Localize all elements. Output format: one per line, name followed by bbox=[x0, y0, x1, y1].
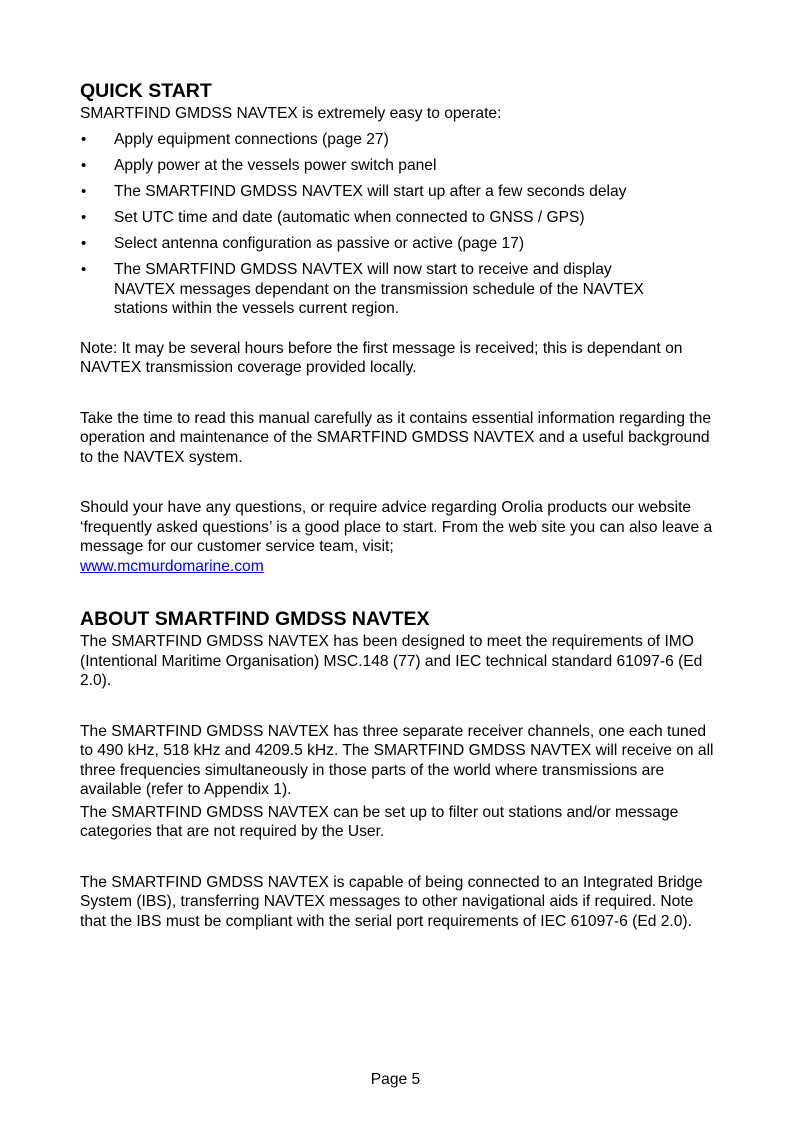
about-heading: ABOUT SMARTFIND GMDSS NAVTEX bbox=[80, 608, 430, 630]
page-number: Page 5 bbox=[370, 1071, 421, 1088]
quick-start-steps bbox=[80, 130, 730, 319]
list-item: • Apply equipment connections (page 27) bbox=[80, 130, 730, 150]
list-item: • The SMARTFIND GMDSS NAVTEX will start up after a few seconds delay bbox=[80, 182, 730, 202]
read-manual-paragraph: Take the time to read this manual carefully as it contains essential information regarding the operation and maintenance of the SMARTFIND GMDSS NAVTEX and a useful background to the NAVTEX system. bbox=[80, 409, 712, 466]
list-item: • Select antenna configuration as passive or active (page 17) bbox=[80, 234, 730, 254]
list-item: • The SMARTFIND GMDSS NAVTEX will now start to receive and display NAVTEX messages dependant on the transmission schedule of the NAVTEX stations within the vessels current region. bbox=[80, 260, 674, 319]
list-item: • Apply power at the vessels power switch panel bbox=[80, 156, 730, 176]
list-item: • Set UTC time and date (automatic when connected to GNSS / GPS) bbox=[80, 208, 730, 228]
quick-start-heading: QUICK START bbox=[80, 80, 212, 102]
quick-start-intro: SMARTFIND GMDSS NAVTEX is extremely easy to operate: bbox=[80, 105, 502, 122]
questions-text: Should your have any questions, or require advice regarding Orolia products our website ‘frequently asked questions’ is a good place to start. From the web site you can also leave a message for our customer service team, visit; bbox=[80, 499, 713, 555]
about-paragraph-3: The SMARTFIND GMDSS NAVTEX can be set up to filter out stations and/or message categories that are not required by the User. bbox=[80, 803, 679, 840]
document-page bbox=[80, 78, 730, 931]
website-link[interactable]: www.mcmurdomarine.com bbox=[80, 557, 264, 575]
note-paragraph: Note: It may be several hours before the first message is received; this is dependant on NAVTEX transmission coverage provided locally. bbox=[80, 339, 683, 376]
about-paragraph-2: The SMARTFIND GMDSS NAVTEX has three separate receiver channels, one each tuned to 490 kHz, 518 kHz and 4209.5 kHz. The SMARTFIND GMDSS NAVTEX will receive on all three frequencies simultaneously in those parts of the world where transmissions are available (refer to Appendix 1). bbox=[80, 722, 714, 798]
about-paragraph-4: The SMARTFIND GMDSS NAVTEX is capable of being connected to an Integrated Bridge System (IBS), transferring NAVTEX messages to other navigational aids if required. Note that the IBS must be compliant with the serial port requirements of IEC 61097-6 (Ed 2.0). bbox=[80, 873, 703, 930]
about-paragraph-1: The SMARTFIND GMDSS NAVTEX has been designed to meet the requirements of IMO (Intentional Maritime Organisation) MSC.148 (77) and IEC technical standard 61097-6 (Ed 2.0). bbox=[80, 633, 703, 689]
questions-paragraph bbox=[80, 498, 720, 576]
